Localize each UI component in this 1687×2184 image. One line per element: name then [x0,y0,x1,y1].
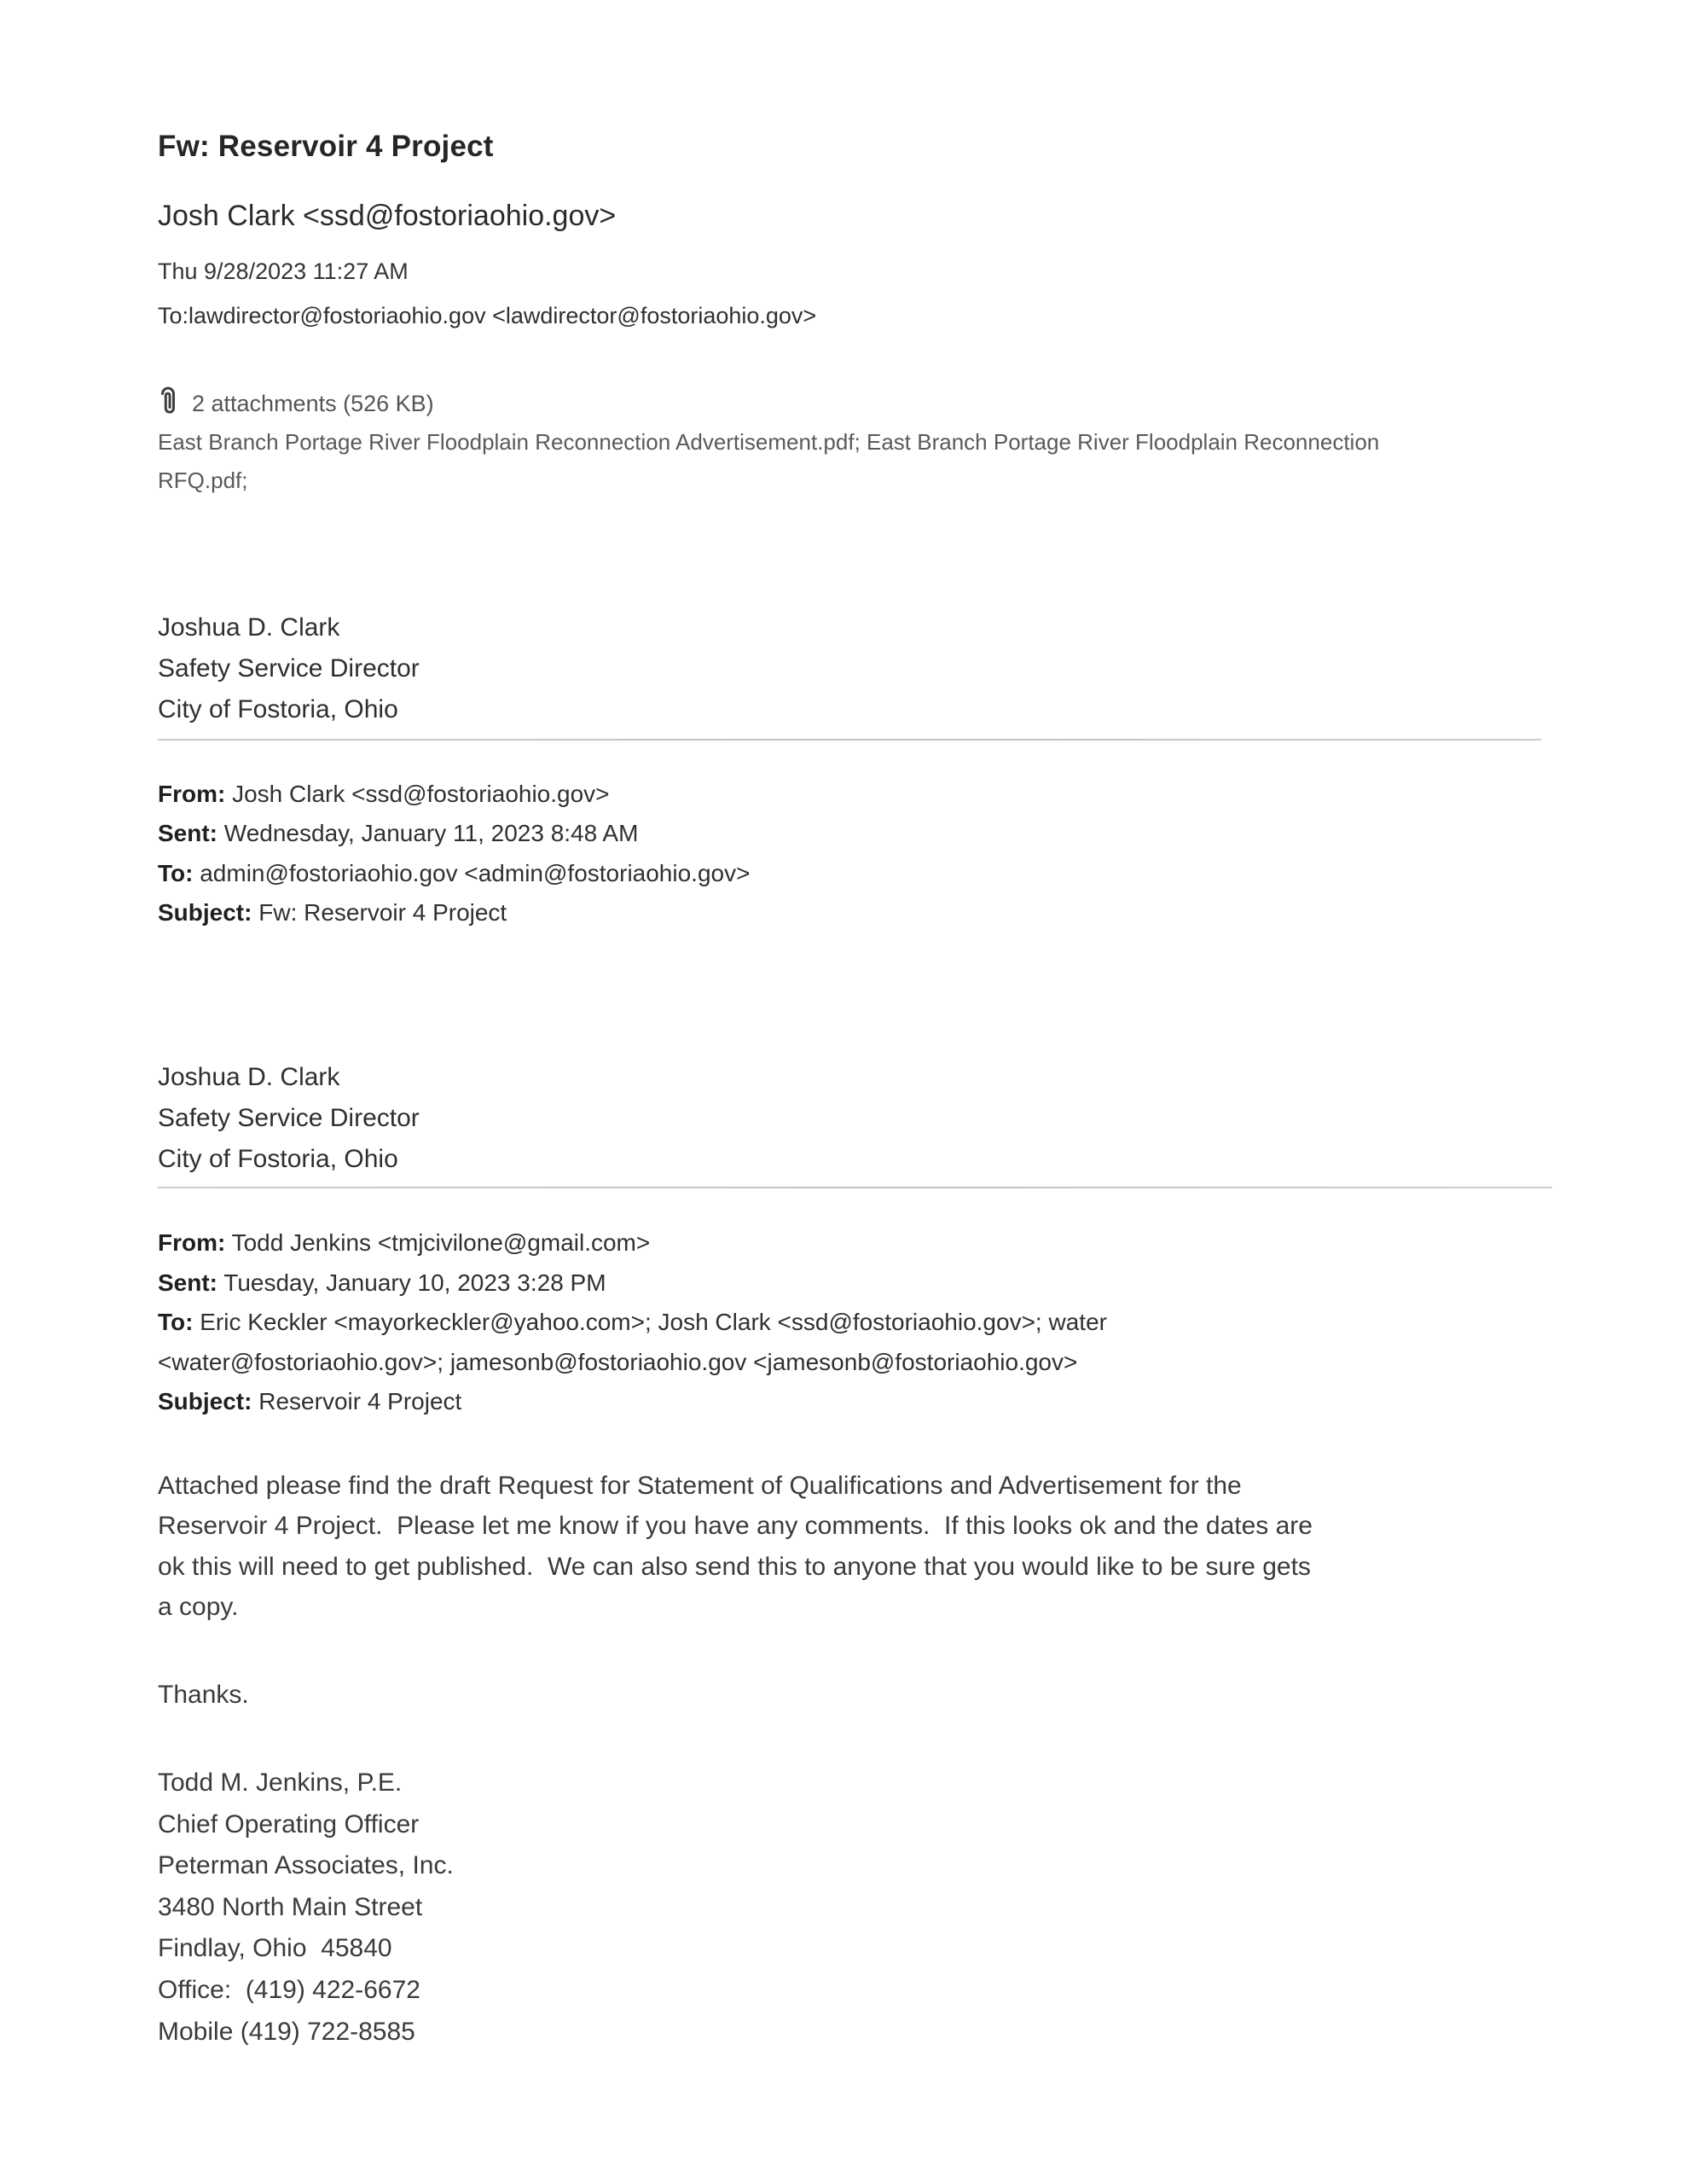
to-label: To: [158,1309,194,1336]
sent-value: Wednesday, January 11, 2023 8:48 AM [217,820,639,847]
email-subject: Fw: Reservoir 4 Project [158,130,494,163]
attachments-header [158,383,434,425]
quoted-header-2 [158,1223,1107,1422]
email-sender: Josh Clark <ssd@fostoriaohio.gov> [158,200,617,232]
signature-name: Todd M. Jenkins, P.E. [158,1769,403,1797]
body-line: Attached please find the draft Request for Statement of Qualifications and Advertisement for the [158,1472,1242,1500]
from-value: Josh Clark <ssd@fostoriaohio.gov> [225,781,610,807]
signature-street: 3480 North Main Street [158,1892,423,1921]
to-line [158,1303,1107,1343]
signature-name: Joshua D. Clark [158,613,340,642]
subject-value: Reservoir 4 Project [252,1388,462,1415]
sent-label: Sent: [158,1269,217,1296]
subject-line [158,893,750,932]
body-line: a copy. [158,1593,239,1622]
from-line [158,775,750,814]
body-line: Reservoir 4 Project. Please let me know if you have any comments. If this looks ok and the dates are [158,1512,1313,1541]
email-recipient: To:lawdirector@fostoriaohio.gov <lawdirector@fostoriaohio.gov> [158,303,817,328]
signature-title: Chief Operating Officer [158,1809,420,1838]
to-line-continuation: <water@fostoriaohio.gov>; jamesonb@fostoriaohio.gov <jamesonb@fostoriaohio.gov> [158,1348,1078,1375]
attachment-file-names [158,423,1539,500]
signature-title: Safety Service Director [158,1104,420,1132]
sent-line [158,814,750,853]
signature-block-joshua-clark [158,607,420,730]
signature-company: Peterman Associates, Inc. [158,1851,454,1880]
to-line [158,854,750,893]
to-value: Eric Keckler <mayorkeckler@yahoo.com>; Josh Clark <ssd@fostoriaohio.gov>; water [193,1309,1107,1336]
subject-label: Subject: [158,899,252,926]
from-label: From: [158,1229,226,1256]
subject-line [158,1382,1107,1422]
email-body [158,1466,1313,1628]
email-date: Thu 9/28/2023 11:27 AM [158,258,409,284]
attachments-summary: 2 attachments (526 KB) [192,391,434,416]
message-divider [158,739,1541,741]
subject-value: Fw: Reservoir 4 Project [252,899,507,926]
from-line [158,1223,1107,1263]
sent-line [158,1263,1107,1304]
signature-block-todd-jenkins [158,1763,454,2053]
quoted-header-1 [158,775,750,933]
attachment-file-line: East Branch Portage River Floodplain Reconnection Advertisement.pdf; East Branch Portage River Floodplain Reconnection [158,429,1380,455]
subject-label: Subject: [158,1388,252,1415]
closing-line: Thanks. [158,1681,249,1709]
sent-label: Sent: [158,820,217,847]
from-label: From: [158,781,226,807]
signature-block-joshua-clark [158,1057,420,1180]
signature-mobile-phone: Mobile (419) 722-8585 [158,2017,415,2046]
body-line: ok this will need to get published. We can also send this to anyone that you would like to be sure gets [158,1552,1311,1581]
sent-value: Tuesday, January 10, 2023 3:28 PM [217,1269,606,1296]
signature-title: Safety Service Director [158,654,420,682]
signature-org: City of Fostoria, Ohio [158,695,398,723]
signature-city: Findlay, Ohio 45840 [158,1934,392,1963]
signature-org: City of Fostoria, Ohio [158,1145,398,1173]
paperclip-icon [158,383,178,425]
signature-name: Joshua D. Clark [158,1063,340,1091]
message-divider [158,1187,1552,1188]
signature-office-phone: Office: (419) 422-6672 [158,1975,420,2004]
to-value: admin@fostoriaohio.gov <admin@fostoriaohio.gov> [193,859,751,886]
attachment-file-line: RFQ.pdf; [158,468,248,493]
from-value: Todd Jenkins <tmjcivilone@gmail.com> [225,1229,651,1256]
to-label: To: [158,859,194,886]
